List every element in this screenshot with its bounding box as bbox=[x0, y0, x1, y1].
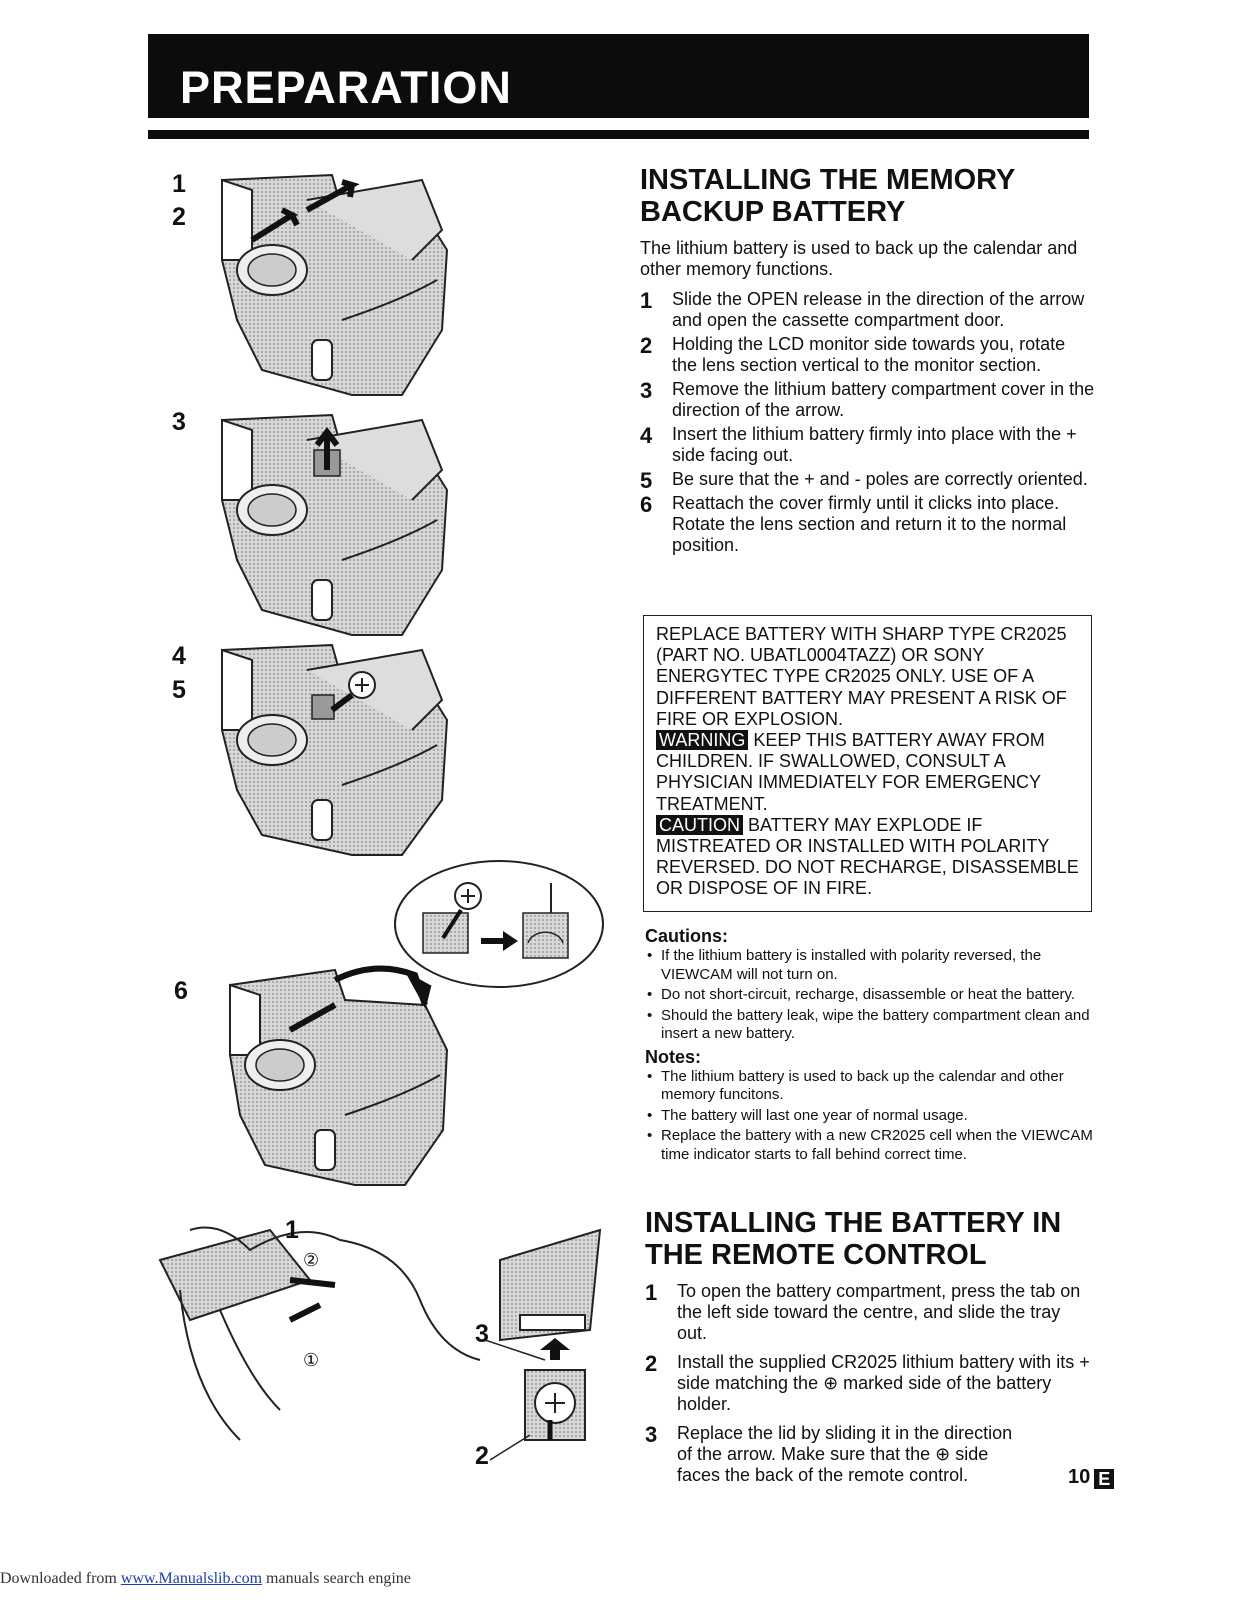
remote-label-3: 3 bbox=[475, 1320, 489, 1348]
section2-title-line2: THE REMOTE CONTROL bbox=[645, 1239, 987, 1271]
list-item: • Should the battery leak, wipe the battery compartment clean and insert a new battery. bbox=[645, 1007, 1095, 1044]
caution-tag: CAUTION bbox=[656, 815, 743, 835]
warning-tag: WARNING bbox=[656, 730, 748, 750]
list-item: • Replace the battery with a new CR2025 cell when the VIEWCAM time indicator starts to fall behind correct time. bbox=[645, 1127, 1095, 1164]
figure-label-1: 1 bbox=[172, 170, 186, 198]
section2-title-line1: INSTALLING THE BATTERY IN bbox=[645, 1207, 1062, 1239]
figure-label-5: 5 bbox=[172, 676, 186, 704]
cautions-notes bbox=[645, 925, 1095, 1166]
figure-label-6: 6 bbox=[174, 977, 188, 1005]
remote-sub-label-1: ① bbox=[303, 1350, 320, 1370]
notes-heading: Notes: bbox=[645, 1046, 702, 1067]
camera-illustration-step3 bbox=[212, 410, 452, 640]
list-item: • The lithium battery is used to back up the calendar and other memory funcitons. bbox=[645, 1068, 1095, 1105]
caution-text: BATTERY MAY EXPLODE IF MISTREATED OR INSTALLED WITH POLARITY REVERSED. DO NOT RECHARGE, DISASSEMBLE OR DISPOSE OF IN FIRE. bbox=[656, 814, 1079, 899]
camera-illustration-step6 bbox=[215, 960, 455, 1190]
step-item: 2 Holding the LCD monitor side towards you, rotate the lens section vertical to the monitor section. bbox=[640, 333, 1066, 375]
camera-illustration-step4-5 bbox=[212, 640, 452, 860]
camera-illustration-step1-2 bbox=[212, 170, 452, 400]
warning-box bbox=[643, 615, 1092, 912]
page-title: PREPARATION bbox=[180, 62, 512, 113]
section-remote-battery bbox=[645, 1207, 1095, 1489]
list-item: • Do not short-circuit, recharge, disassemble or heat the battery. bbox=[645, 986, 1095, 1005]
cautions-heading: Cautions: bbox=[645, 926, 728, 946]
warning-text: KEEP THIS BATTERY AWAY FROM CHILDREN. IF SWALLOWED, CONSULT A PHYSICIAN IMMEDIATELY FOR EMERGENCY TREATMENT. bbox=[656, 730, 1045, 814]
step-item: 3 Remove the lithium battery compartment cover in the direction of the arrow. bbox=[640, 378, 1095, 420]
step-item: 2 Install the supplied CR2025 lithium battery with its + side matching the ⊕ marked side of the battery holder. bbox=[645, 1351, 1090, 1414]
page-number: 10 E bbox=[1068, 1466, 1114, 1489]
footer: Downloaded from www.Manualslib.com manuals search engine bbox=[0, 1570, 411, 1587]
step-item: 4 Insert the lithium battery firmly into place with the + side facing out. bbox=[640, 423, 1077, 465]
step-item: 1 Slide the OPEN release in the direction of the arrow and open the cassette compartment door. bbox=[640, 288, 1085, 330]
section-memory-backup bbox=[640, 164, 1095, 559]
remote-label-1: 1 bbox=[285, 1216, 299, 1244]
list-item: • If the lithium battery is installed with polarity reversed, the VIEWCAM will not turn on. bbox=[645, 947, 1095, 984]
step-item: 6 Reattach the cover firmly until it clicks into place. Rotate the lens section and return it to the normal position. bbox=[640, 492, 1067, 555]
remote-sub-label-2: ② bbox=[303, 1250, 320, 1270]
step-item: 1 To open the battery compartment, press the tab on the left side toward the centre, and slide the tray out. bbox=[645, 1280, 1081, 1343]
figure-label-4: 4 bbox=[172, 642, 186, 670]
step-item: 5 Be sure that the + and - poles are correctly oriented. bbox=[640, 468, 1088, 493]
figure-label-2: 2 bbox=[172, 203, 186, 231]
section-title-line1: INSTALLING THE MEMORY bbox=[640, 164, 1016, 196]
section-title-line2: BACKUP BATTERY bbox=[640, 196, 906, 228]
step-item: 3 Replace the lid by sliding it in the direction of the arrow. Make sure that the ⊕ side faces the back of the remote control. bbox=[645, 1422, 1013, 1485]
header-rule bbox=[148, 130, 1089, 139]
footer-link[interactable]: www.Manualslib.com bbox=[120, 1570, 263, 1587]
remote-label-2: 2 bbox=[475, 1442, 489, 1470]
remote-control-illustration bbox=[150, 1210, 610, 1480]
figure-label-3: 3 bbox=[172, 408, 186, 436]
language-badge: E bbox=[1094, 1469, 1114, 1489]
list-item: • The battery will last one year of normal usage. bbox=[645, 1107, 1095, 1126]
section-intro: The lithium battery is used to back up the calendar and other memory functions. bbox=[640, 238, 1078, 279]
warning-para: REPLACE BATTERY WITH SHARP TYPE CR2025 (PART NO. UBATL0004TAZZ) OR SONY ENERGYTEC TYPE CR2025 ONLY. USE OF A DIFFERENT BATTERY MAY PRESENT A RISK OF FIRE OR EXPLOSION. bbox=[656, 624, 1067, 729]
